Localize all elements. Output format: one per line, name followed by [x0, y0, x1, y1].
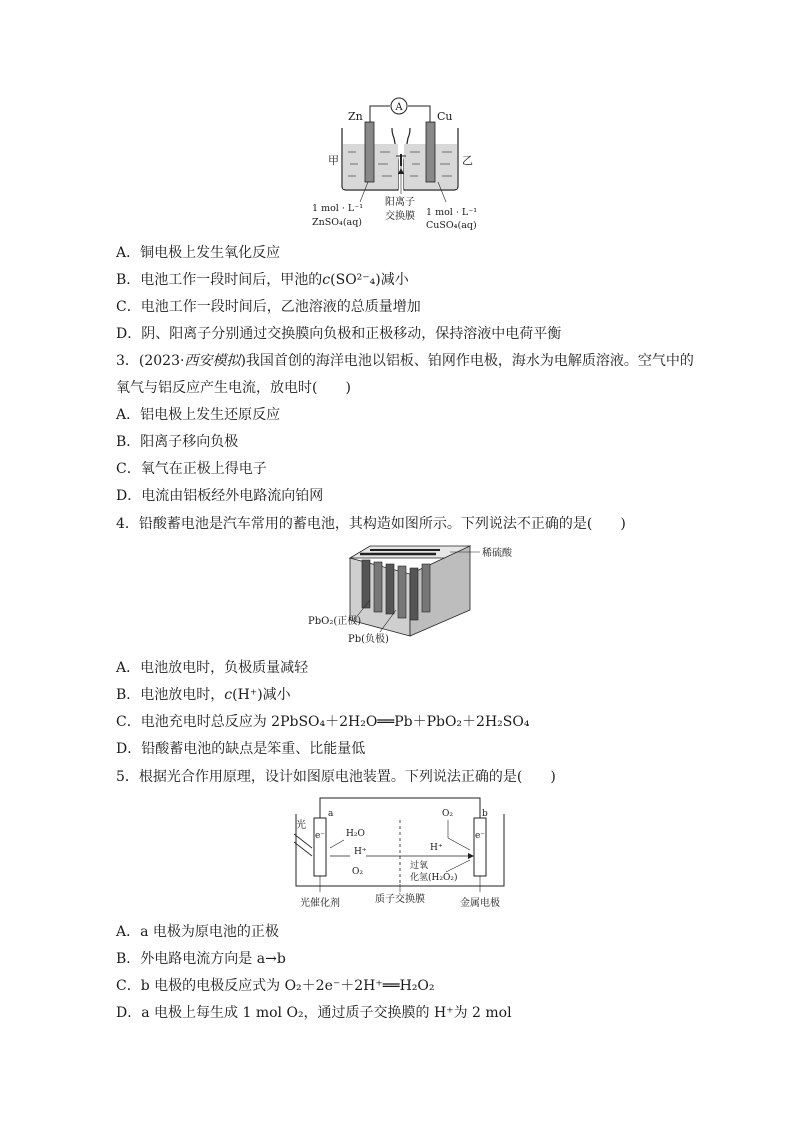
q5-option-a: A．a 电极为原电池的正极: [116, 924, 279, 940]
q5-option-d: D．a 电极上每生成 1 mol O₂，通过质子交换膜的 H⁺为 2 mol: [116, 1005, 512, 1021]
b-label: b: [482, 809, 488, 819]
light-label: 光: [296, 820, 306, 831]
q3-option-b: B．阳离子移向负极: [116, 434, 239, 450]
membrane-label: 质子交换膜: [375, 894, 425, 905]
h-mid-label: H⁺: [430, 843, 443, 853]
q4-option-a: A．电池放电时，负极质量减轻: [116, 660, 309, 676]
left-solution-label: ZnSO₄(aq): [312, 217, 362, 228]
h-left-label: H⁺: [354, 847, 367, 857]
q2-option-d: D．阴、阳离子分别通过交换膜向负极和正极移动，保持溶液中电荷平衡: [116, 326, 562, 342]
q3-option-a: A．铝电极上发生还原反应: [116, 407, 281, 423]
peroxide-label-1: 过氧: [410, 861, 429, 871]
lead-acid-battery-diagram: [300, 540, 512, 648]
q5-option-b: B．外电路电流方向是 a→b: [116, 951, 286, 967]
q3-stem-line2: 氧气与铝反应产生电流，放电时( ): [116, 380, 351, 396]
right-cell-label: 乙: [462, 154, 473, 167]
q2-option-c: C．电池工作一段时间后，乙池溶液的总质量增加: [116, 299, 421, 315]
h2o-label: H₂O: [346, 829, 365, 839]
acid-label: 稀硫酸: [482, 548, 512, 559]
photosynthesis-cell-diagram: [290, 794, 510, 912]
right-conc-label: 1 mol · L⁻¹: [426, 207, 478, 218]
q5-option-c: C．b 电极的电极反应式为 O₂＋2e⁻＋2H⁺══H₂O₂: [116, 978, 435, 994]
pb-label: Pb(负极): [348, 634, 389, 645]
peroxide-label-2: 化氢(H₂O₂): [410, 873, 458, 883]
pbo2-label: PbO₂(正极): [308, 616, 362, 627]
q3-option-d: D．电流由铝板经外电路流向铂网: [116, 488, 324, 504]
o2-left-label: O₂: [352, 867, 363, 877]
q3-option-c: C．氧气在正极上得电子: [116, 461, 267, 477]
left-cell-label: 甲: [328, 154, 339, 167]
q4-option-d: D．铅酸蓄电池的缺点是笨重、比能量低: [116, 741, 366, 757]
ammeter-label: A: [395, 102, 403, 113]
membrane-label-2: 交换膜: [385, 211, 415, 222]
q3-stem-line1: 3．(2023·西安模拟)我国首创的海洋电池以铝板、铂网作电极，海水为电解质溶液。空气中的: [116, 353, 694, 369]
right-solution-label: CuSO₄(aq): [426, 220, 477, 231]
zn-cu-cell-diagram: [300, 94, 500, 234]
q4-stem: 4．铅酸蓄电池是汽车常用的蓄电池，其构造如图所示。下列说法不正确的是( ): [116, 516, 626, 532]
cu-label: Cu: [437, 110, 453, 123]
o2-top-label: O₂: [442, 809, 453, 819]
left-conc-label: 1 mol · L⁻¹: [312, 203, 364, 214]
a-label: a: [328, 809, 334, 819]
metal-electrode-label: 金属电极: [460, 898, 500, 909]
catalyst-label: 光催化剂: [300, 898, 340, 909]
q5-stem: 5．根据光合作用原理，设计如图原电池装置。下列说法正确的是( ): [116, 769, 556, 785]
q2-option-a: A．铜电极上发生氧化反应: [116, 245, 281, 261]
q4-option-c: C．电池充电时总反应为 2PbSO₄＋2H₂O══Pb＋PbO₂＋2H₂SO₄: [116, 714, 530, 730]
zn-label: Zn: [348, 110, 363, 123]
e-right-label: e⁻: [474, 831, 486, 841]
membrane-label-1: 阳离子: [385, 197, 415, 208]
q2-option-b: B．电池工作一段时间后，甲池的c(SO²⁻₄)减小: [116, 272, 409, 288]
q4-option-b: B．电池放电时，c(H⁺)减小: [116, 687, 291, 703]
e-left-label: e⁻: [314, 831, 326, 841]
